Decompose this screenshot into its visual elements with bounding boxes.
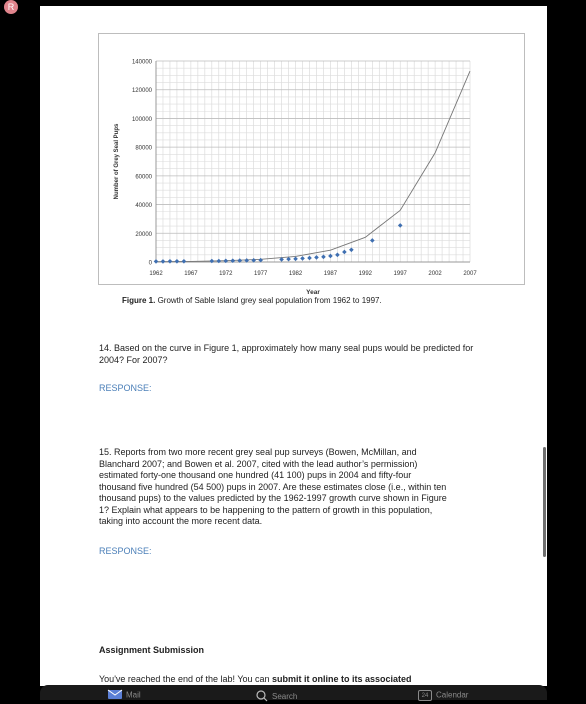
x-tick-label: 1987 bbox=[323, 271, 338, 277]
x-tick-label: 2007 bbox=[463, 271, 477, 277]
q14-response-label: RESPONSE: bbox=[99, 383, 152, 393]
data-point bbox=[349, 247, 354, 252]
q15-line: 1? Explain what appears to be happening to the pattern of growth in this population, bbox=[99, 504, 433, 515]
question-15 bbox=[99, 447, 519, 528]
data-point bbox=[370, 238, 375, 243]
y-tick-label: 120000 bbox=[131, 88, 152, 95]
calendar-icon: 24 bbox=[418, 690, 432, 701]
q15-line: Blanchard 2007; and Bowen et al. 2007, cited with the lead author’s permission) bbox=[99, 458, 418, 469]
x-tick-label: 1977 bbox=[253, 271, 268, 277]
q15-response-label: RESPONSE: bbox=[99, 546, 152, 556]
q15-line: 15. Reports from two more recent grey seal pup surveys (Bowen, McMillan, and bbox=[99, 447, 417, 457]
y-tick-label: 40000 bbox=[135, 203, 152, 210]
nav-calendar[interactable] bbox=[418, 690, 468, 701]
x-tick-label: 2002 bbox=[428, 271, 442, 277]
data-point bbox=[161, 259, 166, 264]
mail-icon bbox=[108, 690, 122, 701]
search-icon bbox=[256, 690, 268, 704]
data-point bbox=[210, 259, 215, 264]
submission-text bbox=[99, 674, 412, 684]
data-point bbox=[342, 250, 347, 255]
nav-search[interactable] bbox=[256, 690, 297, 704]
x-tick-label: 1972 bbox=[219, 271, 233, 277]
nav-calendar-label: Calendar bbox=[436, 690, 469, 700]
figure-1-chart bbox=[98, 33, 525, 296]
y-tick-label: 100000 bbox=[131, 116, 152, 123]
submission-text-start: You've reached the end of the lab! You can bbox=[99, 674, 273, 684]
submission-link[interactable]: submit it online to its associated bbox=[272, 674, 412, 684]
nav-mail[interactable] bbox=[108, 690, 141, 701]
data-point bbox=[314, 255, 319, 260]
data-point bbox=[182, 259, 187, 264]
x-tick-label: 1967 bbox=[184, 271, 198, 277]
question-14: 14. Based on the curve in Figure 1, approximately how many seal pups would be predicted for 2004? For 2007? bbox=[99, 343, 474, 365]
y-tick-label: 60000 bbox=[135, 174, 152, 181]
data-point bbox=[321, 255, 326, 260]
x-tick-label: 1962 bbox=[149, 271, 163, 277]
data-point bbox=[335, 253, 340, 258]
caption-text: Growth of Sable Island grey seal population from 1962 to 1997. bbox=[155, 296, 382, 305]
x-axis-label: Year bbox=[306, 289, 320, 296]
data-point bbox=[398, 223, 403, 228]
document-page bbox=[40, 6, 547, 686]
x-tick-label: 1982 bbox=[288, 271, 303, 277]
y-tick-label: 20000 bbox=[135, 231, 152, 238]
data-point bbox=[175, 259, 180, 264]
q15-line: thousand pups) to the values predicted by the 1962-1997 growth curve shown in Figure bbox=[99, 493, 447, 503]
y-tick-label: 0 bbox=[148, 260, 152, 267]
chart-svg bbox=[99, 34, 526, 296]
nav-mail-label: Mail bbox=[126, 690, 141, 700]
data-point bbox=[293, 257, 298, 262]
data-point bbox=[307, 256, 312, 261]
x-tick-label: 1997 bbox=[393, 271, 407, 277]
nav-search-label: Search bbox=[272, 692, 298, 702]
avatar[interactable]: R bbox=[4, 0, 18, 14]
y-tick-label: 80000 bbox=[135, 145, 152, 152]
q15-line: thousand five hundred (54 500) pups in 2007. Are these estimates close (i.e., within ten bbox=[99, 481, 447, 492]
submission-heading: Assignment Submission bbox=[99, 645, 205, 655]
data-point bbox=[168, 259, 173, 264]
data-point bbox=[328, 254, 333, 259]
q15-line: taking into account the more recent data. bbox=[99, 516, 263, 526]
data-point bbox=[300, 256, 305, 261]
q15-line: estimated forty-one thousand one hundred (41 100) pups in 2004 and fifty-four bbox=[99, 470, 412, 480]
y-axis-label: Number of Grey Seal Pups bbox=[114, 123, 120, 200]
x-tick-label: 1992 bbox=[358, 271, 373, 277]
y-tick-label: 140000 bbox=[131, 59, 152, 66]
data-point bbox=[217, 259, 222, 264]
bottom-nav-bar bbox=[40, 685, 547, 700]
figure-caption bbox=[122, 296, 382, 305]
data-point bbox=[223, 259, 228, 264]
data-point bbox=[154, 259, 159, 264]
scrollbar-thumb[interactable] bbox=[543, 447, 546, 557]
caption-label: Figure 1. bbox=[122, 296, 156, 305]
